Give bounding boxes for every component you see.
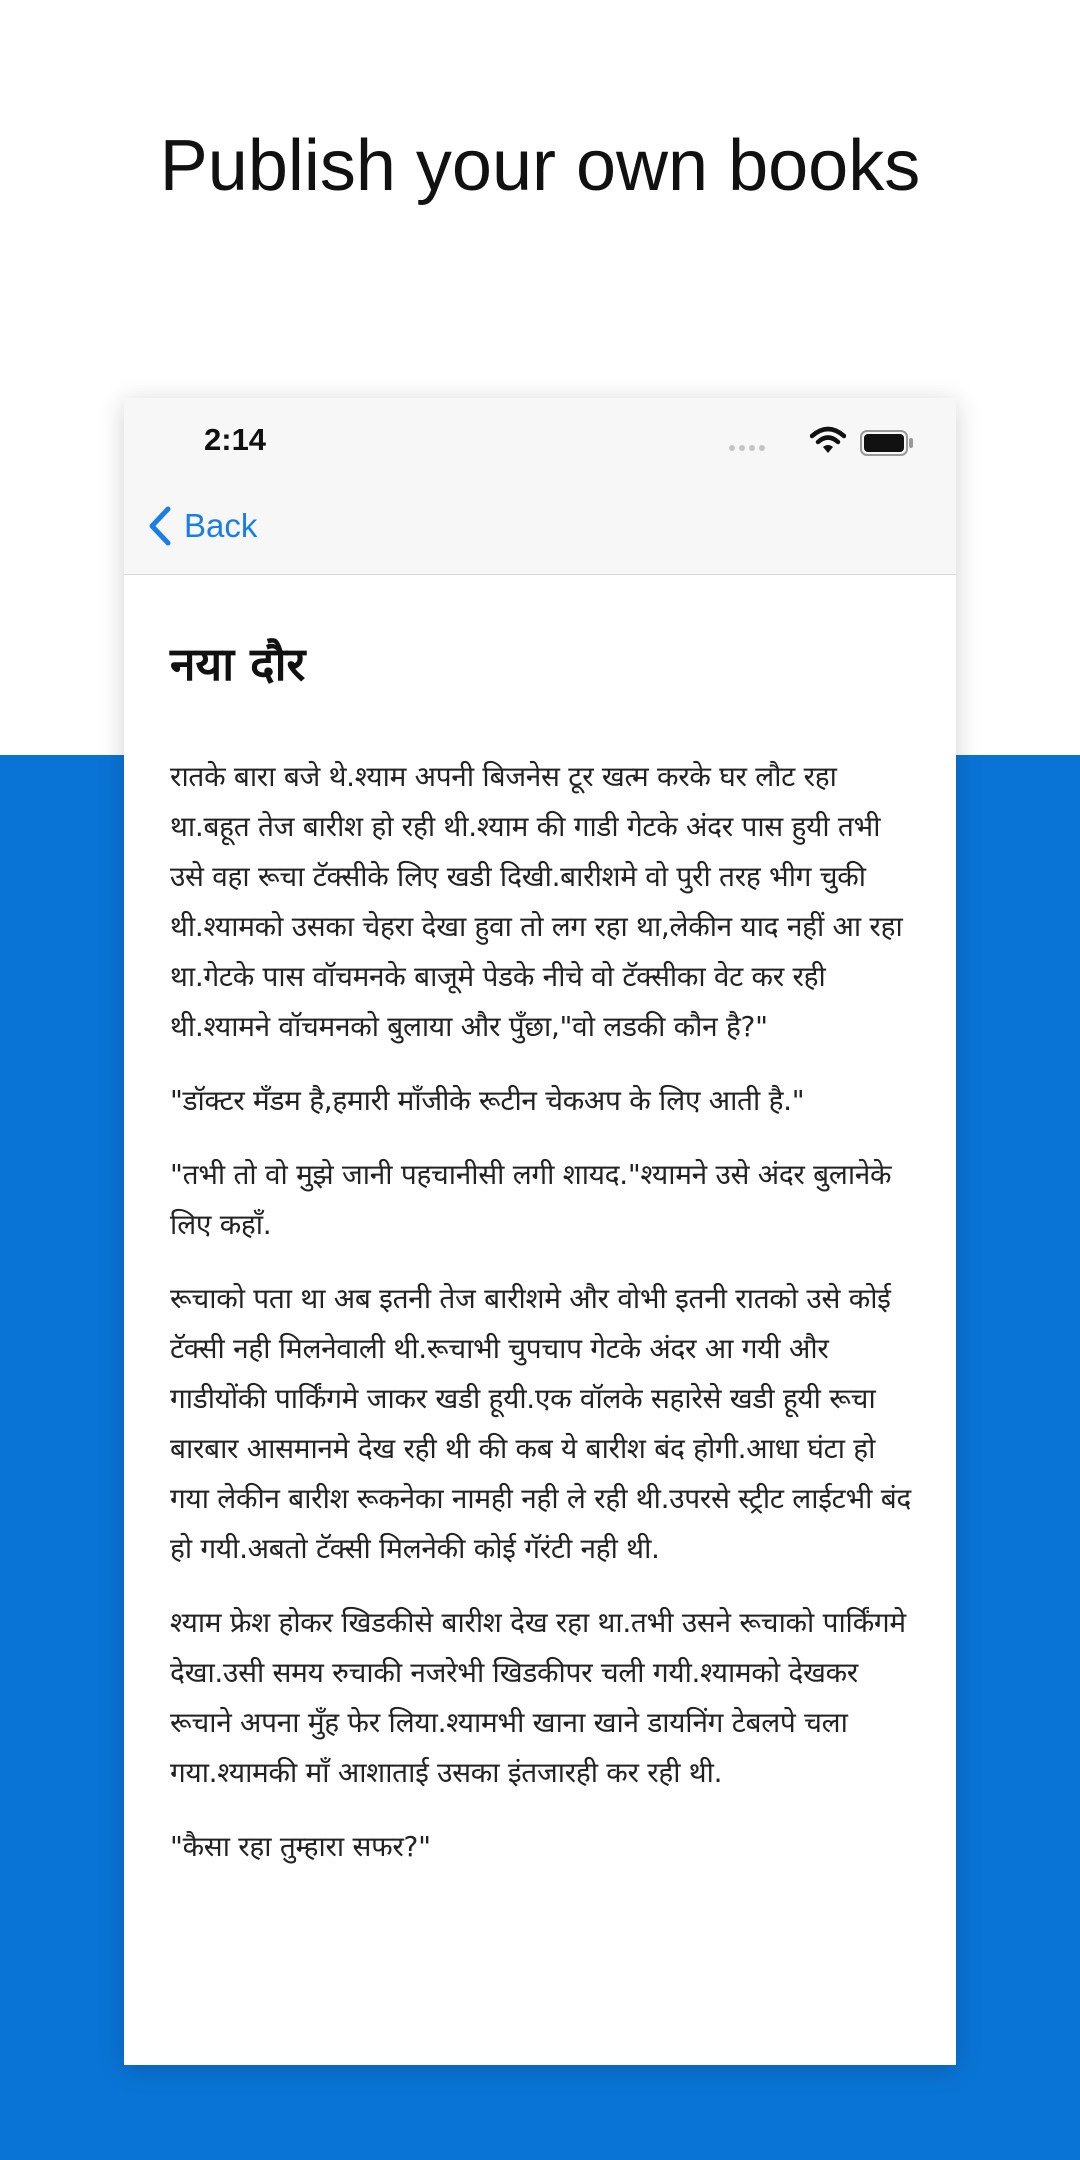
book-content[interactable] [170, 574, 915, 1896]
paragraph: रातके बारा बजे थे.श्याम अपनी बिजनेस टूर खत्म करके घर लौट रहा था.बहूत तेज बारीश हो रही थी.श्याम की गाडी गेटके अंदर पास हुयी तभी उसे वहा रूचा टॅक्सीके लिए खडी दिखी.बारीशमे वो पुरी तरह भीग चुकी थी.श्यामको उसका चेहरा देखा हुवा तो लग रहा था,लेकीन याद नहीं आ रहा था.गेटके पास वॉचमनके बाजूमे पेडके नीचे वो टॅक्सीका वेट कर रही थी.श्यामने वॉचमनको बुलाया और पुँछा,"वो लडकी कौन है?" [170, 760, 903, 1043]
promo-headline: Publish your own books [159, 126, 921, 206]
back-button[interactable] [146, 502, 257, 550]
chapter-title: नया दौर [170, 637, 306, 691]
navigation-bar [124, 398, 956, 575]
paragraph: "डॉक्टर मॅंडम है,हमारी माँजीके रूटीन चेकअप के लिए आती है." [170, 1084, 805, 1117]
paragraph: "कैसा रहा तुम्हारा सफर?" [170, 1830, 431, 1863]
wifi-icon [810, 426, 846, 454]
signal-icon [728, 444, 766, 452]
paragraph: "तभी तो वो मुझे जानी पहचानीसी लगी शायद."श्यामने उसे अंदर बुलानेके लिए कहाँ. [170, 1158, 892, 1241]
battery-icon [860, 430, 914, 456]
status-time: 2:14 [204, 422, 267, 457]
paragraph: रूचाको पता था अब इतनी तेज बारीशमे और वोभी इतनी रातको उसे कोई टॅक्सी नही मिलनेवाली थी.रूचाभी चुपचाप गेटके अंदर आ गयी और गाडीयोंकी पार्किंगमे जाकर खडी हूयी.एक वॉलके सहारेसे खडी हूयी रूचा बारबार आसमानमे देख रही थी की कब ये बारीश बंद होगी.आधा घंटा हो गया लेकीन बारीश रूकनेका नामही नही ले रही थी.उपरसे स्ट्रीट लाईटभी बंद हो गयी.अबतो टॅक्सी मिलनेकी कोई गॅरंटी नही थी. [170, 1282, 911, 1565]
phone-screen [124, 398, 956, 2065]
back-label: Back [184, 507, 258, 544]
paragraph: श्याम फ्रेश होकर खिडकीसे बारीश देख रहा था.तभी उसने रूचाको पार्किंगमे देखा.उसी समय रुचाकी नजरेभी खिडकीपर चली गयी.श्यामको देखकर रूचाने अपना मुँह फेर लिया.श्यामभी खाना खाने डायनिंग टेबलपे चला गया.श्यामकी माँ आशाताई उसका इंतजारही कर रही थी. [170, 1606, 906, 1789]
chevron-left-icon [146, 505, 172, 547]
